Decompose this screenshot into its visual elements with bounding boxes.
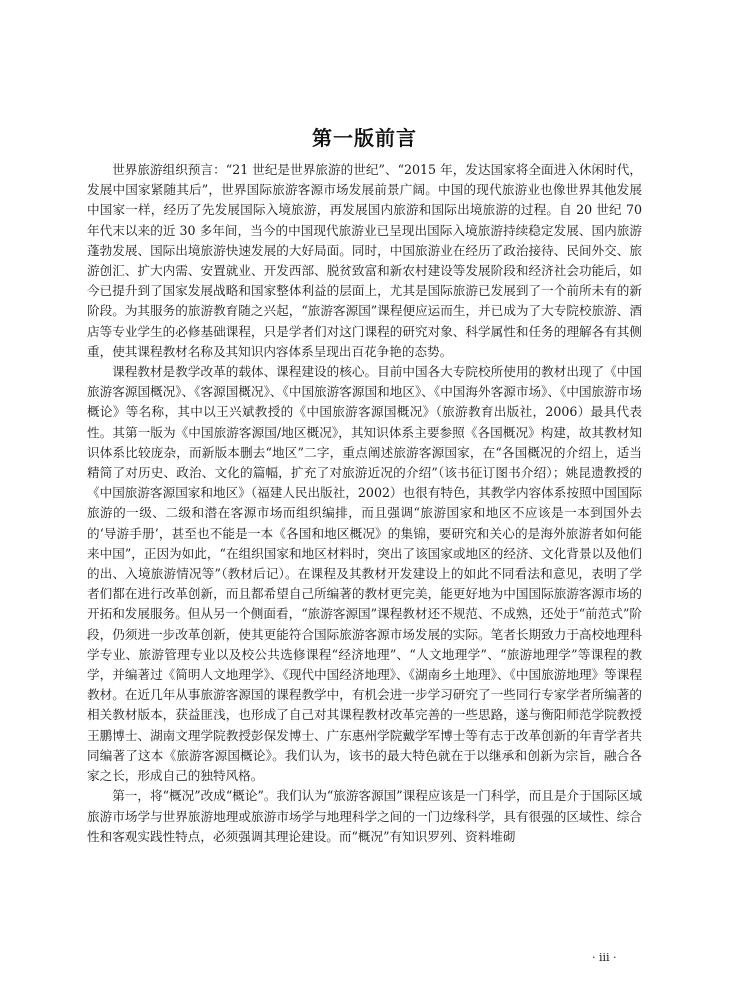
page-title: 第一版前言	[312, 126, 417, 150]
paragraph-1: 世界旅游组织预言：“21 世纪是世界旅游的世纪”、“2015 年，发达国家将全面进入休闲时代，发展中国家紧随其后”，世界国际旅游客源市场发展前景广阔。中国的现代旅游业也像世界其他发展中国家一样，经历了先发展国际入境旅游，再发展国内旅游和国际出境旅游的过程。自 20 世纪 70 年代末以来的近 30 多年间，当今的中国现代旅游业已呈现出国际入境旅游持续稳定发展、国内旅游蓬勃发展、国际出境旅游快速发展的大好局面。同时，中国旅游业在经历了政治接待、民间外交、旅游创汇、扩大内需、安置就业、开发西部、脱贫致富和新农村建设等发展阶段和经济社会功能后，如今已提升到了国家发展战略和国家整体利益的层面上，尤其是国际旅游已发展到了一个前所未有的新阶段。为其服务的旅游教育随之兴起，“旅游客源国”课程便应运而生，并已成为了大专院校旅游、酒店等专业学生的必修基础课程，只是学者们对这门课程的研究对象、科学属性和任务的理解各有其侧重，使其课程教材名称及其知识内容体系呈现出百花争艳的态势。	[87, 162, 642, 359]
paragraph-2: 课程教材是教学改革的载体、课程建设的核心。目前中国各大专院校所使用的教材出现了《中国旅游客源国概况》、《客源国概况》、《中国旅游客源国和地区》、《中国海外客源市场》、《中国旅游市场概论》等名称，其中以王兴斌教授的《中国旅游客源国概况》（旅游教育出版社，2006）最具代表性。其第一版为《中国旅游客源国/地区概况》，其知识体系主要参照《各国概况》构建，故其教材知识体系比较庞杂，而新版本删去“地区”二字，重点阐述旅游客源国家，在“各国概况的介绍上，适当精简了对历史、政治、文化的篇幅，扩充了对旅游近况的介绍”（该书征订图书介绍）；姚昆遗教授的《中国旅游客源国家和地区》（福建人民出版社，2002）也很有特色，其教学内容体系按照中国国际旅游的一级、二级和潜在客源市场而组织编排，而且强调“旅游国家和地区不应该是一本到国外去的‘导游手册’，甚至也不能是一本《各国和地区概况》的集锦，要研究和关心的是海外旅游者如何能来中国”，正因为如此，“在组织国家和地区材料时，突出了该国家或地区的经济、文化背景以及他们的出、入境旅游情况等”（教材后记）。在课程及其教材开发建设上的如此不同看法和意见，表明了学者们都在进行改革创新，而且都希望自己所编著的教材更完美，能更好地为中国国际旅游客源市场的开拓和发展服务。但从另一个侧面看，“旅游客源国”课程教材还不规范、不成熟，还处于“前范式”阶段，仍须进一步改革创新，使其更能符合国际旅游客源市场发展的实际。笔者长期致力于高校地理科学专业、旅游管理专业以及校公共选修课程“经济地理”、“人文地理学”、“旅游地理学”等课程的教学，并编著过《简明人文地理学》、《现代中国经济地理》、《湖南乡土地理》、《中国旅游地理》等课程教材。在近几年从事旅游客源国的课程教学中，有机会进一步学习研究了一些同行专家学者所编著的相关教材版本，获益匪浅，也形成了自己对其课程教材改革完善的一些思路，遂与衡阳师范学院教授王鹏博士、湖南文理学院教授彭保发博士、广东惠州学院戴学军博士等有志于改革创新的年青学者共同编著了这本《旅游客源国概论》。我们认为，该书的最大特色就在于以继承和创新为宗旨，融合各家之长，形成自己的独特风格。	[87, 364, 642, 784]
page-number: · iii ·	[592, 951, 617, 964]
paragraph-3: 第一，将“概况”改成“概论”。我们认为“旅游客源国”课程应该是一门科学，而且是介于国际区域旅游市场学与世界旅游地理或旅游市场学与地理科学之间的一门边缘科学，具有很强的区域性、综合性和客观实践性特点，必须强调其理论建设。而“概况”有知识罗列、资料堆砌	[87, 788, 642, 844]
body-text	[87, 160, 642, 847]
